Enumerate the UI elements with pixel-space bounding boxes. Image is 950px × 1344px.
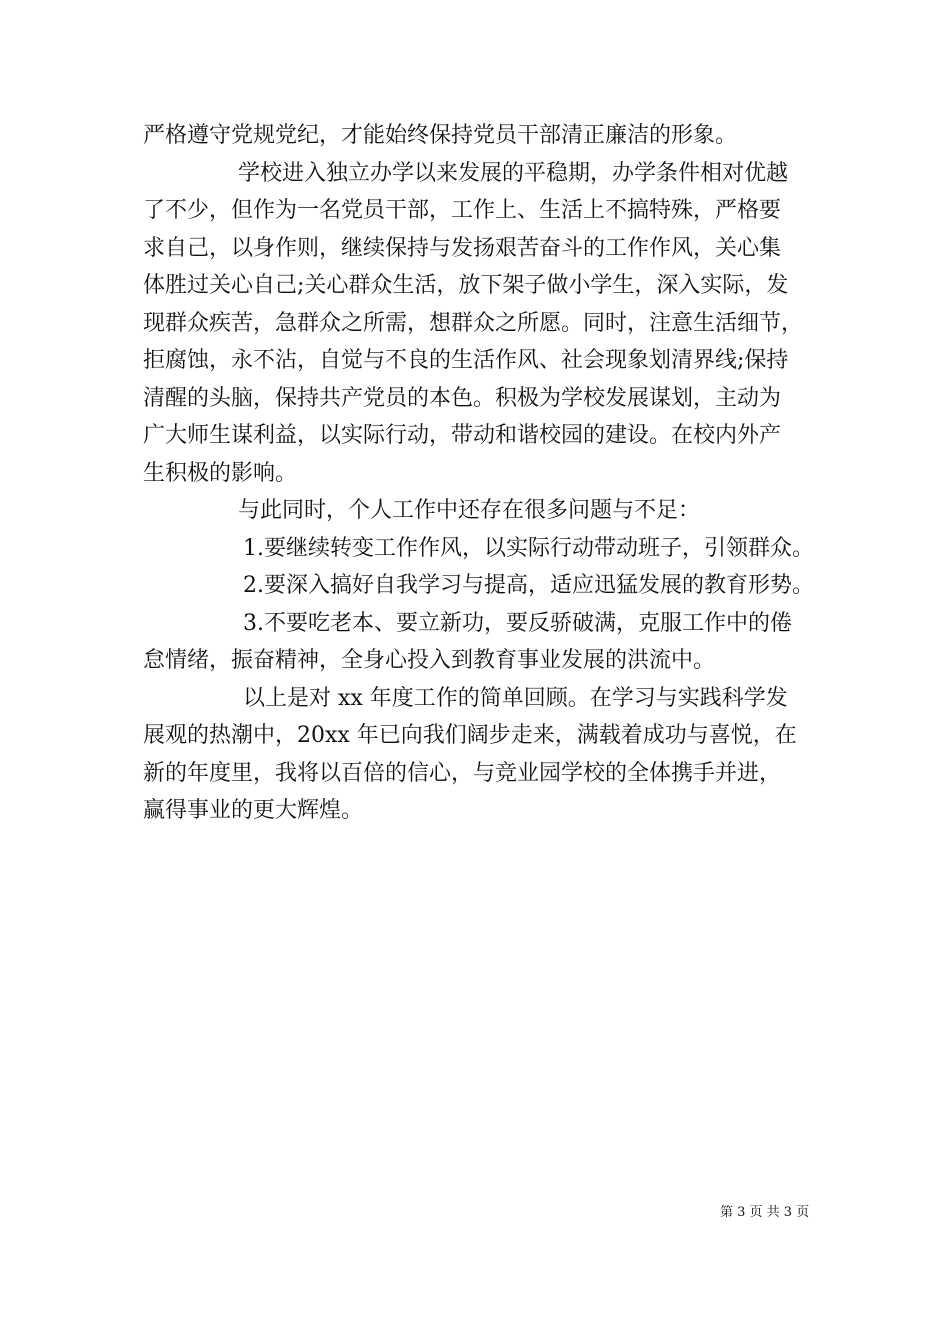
list-item: 2.要深入搞好自我学习与提高，适应迅猛发展的教育形势。 bbox=[243, 573, 814, 598]
text-line: 新的年度里，我将以百倍的信心，与竞业园学校的全体携手并进， bbox=[143, 760, 782, 786]
text-line: 怠情绪，振奋精神，全身心投入到教育事业发展的洪流中。 bbox=[143, 648, 716, 673]
text-line: 与此同时，个人工作中还存在很多问题与不足： bbox=[238, 498, 701, 523]
text-line: 广大师生谋利益，以实际行动，带动和谐校园的建设。在校内外产 bbox=[143, 423, 782, 448]
list-item: 1.要继续转变工作作风，以实际行动带动班子，引领群众。 bbox=[243, 535, 814, 561]
text-line: 现群众疾苦，急群众之所需，想群众之所愿。同时，注意生活细节， bbox=[143, 310, 804, 336]
text-line: 赢得事业的更大辉煌。 bbox=[143, 798, 364, 823]
text-line: 清醒的头脑，保持共产党员的本色。积极为学校发展谋划，主动为 bbox=[143, 385, 782, 411]
text-line: 严格遵守党规党纪，才能始终保持党员干部清正廉洁的形象。 bbox=[143, 123, 738, 148]
text-line: 学校进入独立办学以来发展的平稳期，办学条件相对优越 bbox=[238, 160, 789, 186]
page-number: 第 3 页 共 3 页 bbox=[720, 1205, 810, 1220]
list-item: 3.不要吃老本、要立新功，要反骄破满，克服工作中的倦 bbox=[243, 610, 792, 636]
document-body bbox=[143, 117, 813, 830]
text-line: 展观的热潮中，20xx 年已向我们阔步走来，满载着成功与喜悦，在 bbox=[143, 723, 797, 748]
text-line: 生积极的影响。 bbox=[143, 460, 298, 486]
text-line: 以上是对 xx 年度工作的简单回顾。在学习与实践科学发 bbox=[243, 685, 788, 711]
text-line: 体胜过关心自己;关心群众生活，放下架子做小学生，深入实际，发 bbox=[143, 273, 789, 298]
text-line: 拒腐蚀，永不沾，自觉与不良的生活作风、社会现象划清界线;保持 bbox=[143, 348, 789, 373]
text-line: 求自己，以身作则，继续保持与发扬艰苦奋斗的工作作风，关心集 bbox=[143, 235, 782, 261]
text-line: 了不少，但作为一名党员干部，工作上、生活上不搞特殊，严格要 bbox=[143, 198, 782, 223]
